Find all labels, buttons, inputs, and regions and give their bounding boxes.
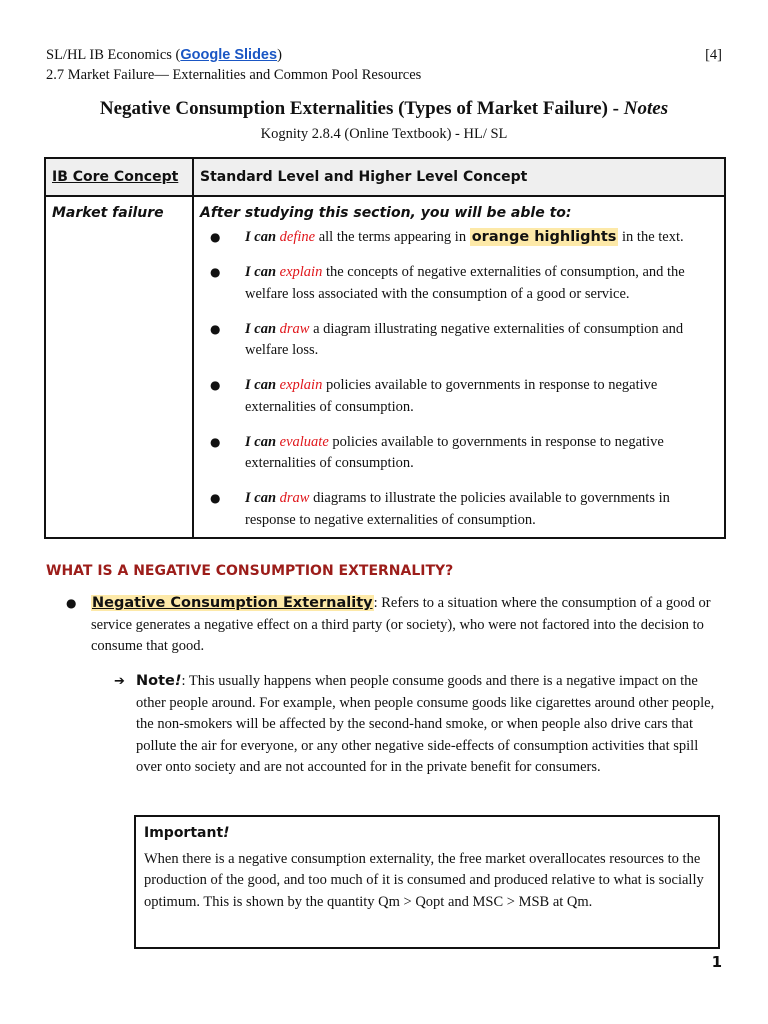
i-can-label: I can [245, 433, 277, 450]
bullet-icon: ● [210, 434, 221, 449]
objective-verb: draw [279, 320, 310, 337]
objective-verb: draw [279, 490, 310, 506]
note-text: : This usually happens when people consume goods and there is a negative impact on the other people around. For example, when people consume goods like cigarettes around other people, the non-smokers will be affected by the second-hand smoke, or when people also drive cars that pollute the air for everyone, or any other negative side-effects of consumption activities that spill over onto society and are not accounted for in the private benefit for consumers. [136, 673, 715, 776]
table-header-row [45, 158, 725, 196]
note-item [114, 671, 726, 779]
objective-verb: explain [279, 264, 323, 280]
objective-text: policies available to governments in response to negative externalities of consumption. [245, 377, 658, 415]
section-heading: WHAT IS A NEGATIVE CONSUMPTION EXTERNALITY? [46, 563, 454, 579]
arrow-icon: ➔ [114, 674, 125, 689]
note-label: Note [136, 673, 175, 689]
objective-text: a diagram illustrating negative externalities of consumption and welfare loss. [245, 320, 684, 358]
google-slides-link[interactable]: Google Slides [180, 47, 278, 63]
bullet-icon: ● [210, 321, 221, 336]
objective-text-end: in the text. [618, 229, 684, 245]
objective-text: policies available to governments in response to negative externalities of consumption. [245, 433, 664, 471]
course-prefix: SL/HL IB Economics ( [46, 47, 181, 63]
objectives-list [194, 221, 724, 537]
objective-verb: define [279, 229, 316, 245]
col2-header: Standard Level and Higher Level Concept [193, 158, 725, 196]
table-row [45, 196, 725, 538]
orange-highlight: orange highlights [471, 229, 617, 245]
definition-text: : Refers to a situation where the consumption of a good or service generates a negative effect on a third party (or society), who were not factored into the decision to consume that good. [91, 595, 711, 654]
marks-label: [4] [705, 47, 722, 63]
list-item [200, 432, 714, 475]
course-header [46, 45, 282, 65]
list-item [200, 319, 714, 362]
unit-label: 2.7 Market Failure— Externalities and Common Pool Resources [46, 67, 422, 83]
title-main: Negative Consumption Externalities (Types of Market Failure) - [99, 98, 624, 119]
col1-header: IB Core Concept [45, 158, 193, 196]
objective-verb: explain [279, 377, 323, 393]
note-bang: ! [174, 673, 182, 689]
i-can-label: I can [245, 490, 277, 506]
course-suffix: ) [277, 47, 282, 63]
title-emph: Notes [623, 98, 669, 119]
important-heading [144, 823, 710, 845]
bullet-icon: ● [210, 265, 221, 279]
i-can-label: I can [245, 229, 277, 245]
bullet-icon: ● [210, 230, 221, 244]
list-item [200, 488, 714, 531]
objective-text: all the terms appearing in [315, 229, 470, 245]
list-item [200, 227, 714, 249]
concept-table [44, 157, 726, 539]
important-label: Important [144, 825, 224, 841]
bullet-icon: ● [210, 491, 221, 505]
objective-text: the concepts of negative externalities of consumption, and the welfare loss associated with the consumption of a good or service. [245, 264, 685, 302]
list-item [200, 375, 714, 418]
list-item [200, 262, 714, 305]
bullet-icon: ● [66, 596, 77, 610]
important-text: When there is a negative consumption externality, the free market overallocates resources to the production of the good, and too much of it is consumed and produced relative to what is socially optimum. This is shown by the quantity Qm > Qopt and MSC > MSB at Qm. [144, 850, 704, 910]
definition-item [66, 593, 726, 658]
important-bang: ! [223, 825, 230, 841]
objectives-cell [193, 196, 725, 538]
i-can-label: I can [245, 320, 277, 337]
concept-cell: Market failure [45, 196, 193, 538]
term-highlight: Negative Consumption Externality [92, 595, 373, 611]
objective-text: diagrams to illustrate the policies available to governments in response to negative externalities of consumption. [245, 490, 670, 528]
objective-verb: evaluate [279, 433, 329, 450]
page-subtitle: Kognity 2.8.4 (Online Textbook) - HL/ SL [260, 126, 508, 142]
page-number: 1 [711, 953, 722, 971]
objectives-intro: After studying this section, you will be able to: [200, 205, 572, 221]
i-can-label: I can [245, 377, 277, 393]
important-box [134, 815, 720, 949]
page-title [0, 98, 768, 120]
bullet-icon: ● [210, 378, 221, 392]
i-can-label: I can [245, 264, 277, 280]
